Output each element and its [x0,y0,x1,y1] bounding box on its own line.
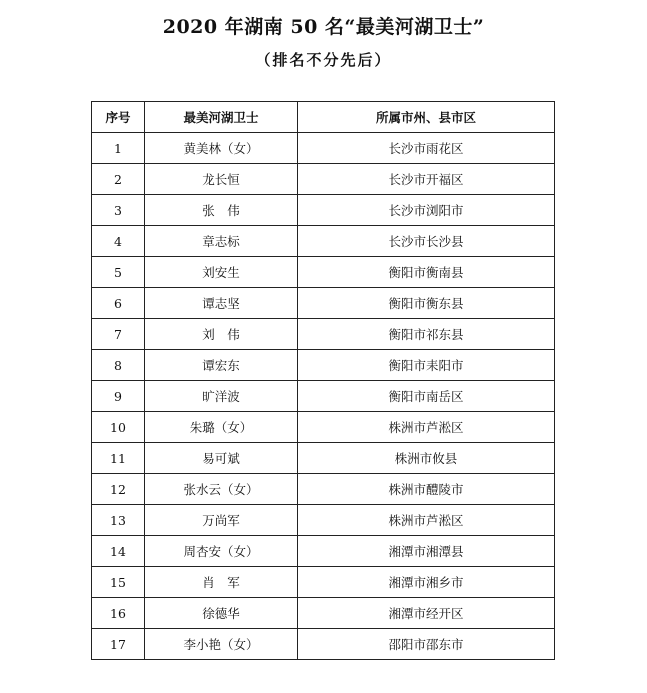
table-header-row [92,102,555,133]
row-name: 肖 军 [145,567,298,598]
row-index: 17 [92,629,145,660]
table-row [92,257,555,288]
page-subtitle: （排名不分先后） [255,51,392,69]
header-index: 序号 [92,102,145,133]
row-location: 株洲市芦淞区 [298,412,555,443]
row-location: 邵阳市邵东市 [298,629,555,660]
row-location: 湘潭市湘潭县 [298,536,555,567]
table-row [92,350,555,381]
row-index: 9 [92,381,145,412]
row-name: 张水云（女） [145,474,298,505]
row-index: 6 [92,288,145,319]
row-index: 2 [92,164,145,195]
row-location: 湘潭市经开区 [298,598,555,629]
row-location: 衡阳市祁东县 [298,319,555,350]
table-row [92,536,555,567]
row-name: 刘 伟 [145,319,298,350]
row-location: 株洲市芦淞区 [298,505,555,536]
table-row [92,226,555,257]
table-row [92,288,555,319]
row-location: 株洲市攸县 [298,443,555,474]
table-row [92,319,555,350]
header-name: 最美河湖卫士 [145,102,298,133]
row-index: 10 [92,412,145,443]
row-name: 旷洋波 [145,381,298,412]
row-location: 长沙市开福区 [298,164,555,195]
header-location: 所属市州、县市区 [298,102,555,133]
row-index: 8 [92,350,145,381]
row-name: 易可斌 [145,443,298,474]
table-row [92,598,555,629]
row-name: 徐德华 [145,598,298,629]
row-name: 谭宏东 [145,350,298,381]
row-location: 衡阳市南岳区 [298,381,555,412]
table-row [92,133,555,164]
row-name: 黄美林（女） [145,133,298,164]
row-location: 长沙市雨花区 [298,133,555,164]
row-location: 长沙市长沙县 [298,226,555,257]
row-index: 5 [92,257,145,288]
row-index: 12 [92,474,145,505]
row-location: 长沙市浏阳市 [298,195,555,226]
row-name: 龙长恒 [145,164,298,195]
row-index: 11 [92,443,145,474]
row-name: 万尚军 [145,505,298,536]
row-name: 周杏安（女） [145,536,298,567]
table-row [92,629,555,660]
row-name: 刘安生 [145,257,298,288]
row-location: 衡阳市衡南县 [298,257,555,288]
table-row [92,474,555,505]
table-row [92,195,555,226]
row-index: 1 [92,133,145,164]
row-name: 李小艳（女） [145,629,298,660]
page-title: 2020 年湖南 50 名“最美河湖卫士” [162,16,485,38]
row-location: 株洲市醴陵市 [298,474,555,505]
table-row [92,505,555,536]
table-row [92,412,555,443]
row-location: 湘潭市湘乡市 [298,567,555,598]
row-index: 7 [92,319,145,350]
row-name: 谭志坚 [145,288,298,319]
row-name: 朱璐（女） [145,412,298,443]
table-row [92,164,555,195]
table-row [92,381,555,412]
row-index: 15 [92,567,145,598]
row-index: 16 [92,598,145,629]
row-index: 13 [92,505,145,536]
guardians-table [91,101,555,660]
row-location: 衡阳市衡东县 [298,288,555,319]
table-row [92,567,555,598]
row-location: 衡阳市耒阳市 [298,350,555,381]
row-name: 章志标 [145,226,298,257]
row-index: 14 [92,536,145,567]
row-index: 4 [92,226,145,257]
row-name: 张 伟 [145,195,298,226]
row-index: 3 [92,195,145,226]
table-row [92,443,555,474]
